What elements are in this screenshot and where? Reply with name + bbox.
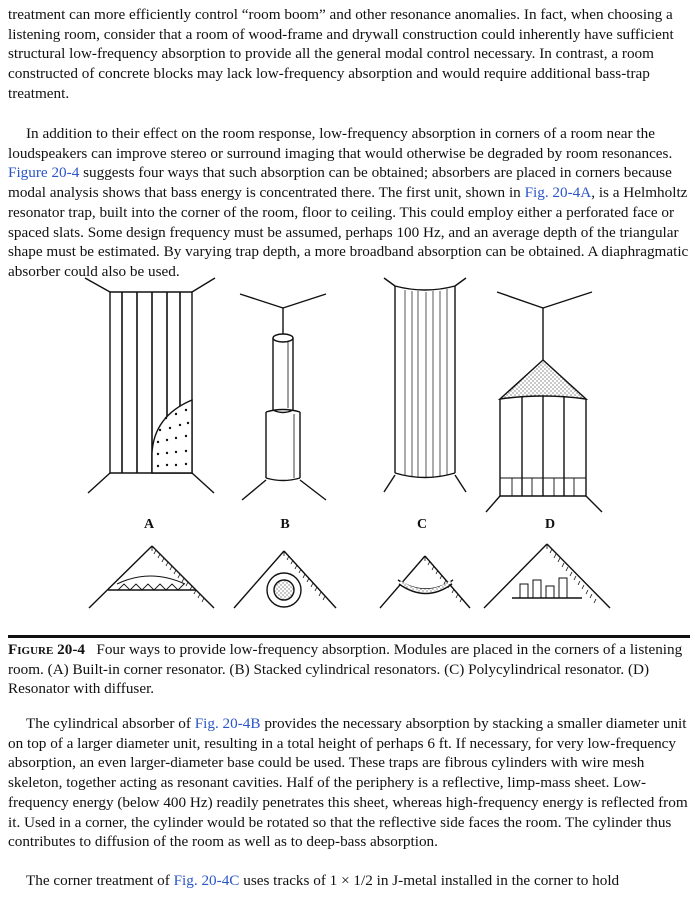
unit-d-plan	[484, 544, 610, 608]
caption-rule	[8, 635, 690, 638]
caption-text: Four ways to provide low-frequency absorption. Modules are placed in the corners of a listening room. (A) Built-in corner resonator. (B) Stacked cylindrical resonators. (C) Polycylindrical resonator. (D) Resonator with diffuser.	[8, 641, 683, 697]
unit-a-plan	[89, 546, 214, 608]
paragraph-4	[8, 871, 690, 891]
figure-label-a: A	[143, 517, 155, 532]
paragraph-4-text-b: uses tracks of 1 × 1/2 in J-metal installed in the corner to hold	[239, 872, 620, 889]
paragraph-3-text-a: The cylindrical absorber of	[26, 715, 195, 732]
figure-caption	[8, 640, 690, 699]
figure-20-4-link[interactable]: Figure 20-4	[8, 164, 80, 182]
figure-20-4	[0, 268, 695, 633]
figure-label-c: C	[416, 517, 428, 532]
paragraph-2-text-a: In addition to their effect on the room response, low-frequency absorption in corners of a room near the loudspeakers can improve stereo or surround imaging that would otherwise be degraded by room resonances.	[8, 125, 673, 162]
paragraph-3-text-b: provides the necessary absorption by stacking a smaller diameter unit on top of a larger diameter unit, resulting in a total height of perhaps 6 ft. If necessary, for very low-frequency absorption, an even larger-diameter base could be used. These traps are fibrous cylinders with wire mesh skeleton, together acting as resonant cavities. Half of the periphery is a reflective, limp-mass sheet. Low-frequency energy (below 400 Hz) readily penetrates this sheet, whereas high-frequency energy is reflected from it. Used in a corner, the cylinder would be rotated so that the reflective side faces the room. The cylinder thus contributes to diffusion of the room as well as to deep-bass absorption.	[8, 715, 688, 851]
figure-label-d: D	[544, 517, 556, 532]
fig-20-4b-link[interactable]: Fig. 20-4B	[194, 715, 261, 732]
caption-label: Figure 20-4	[8, 641, 85, 658]
paragraph-2	[8, 124, 690, 282]
unit-a-elevation	[85, 278, 215, 493]
unit-b-elevation	[240, 294, 326, 500]
paragraph-1: treatment can more efficiently control “room boom” and other resonance anomalies. In fact, when choosing a listening room, consider that a room of wood-frame and drywall construction could inherently have sufficient structural low-frequency absorption to provide all the general modal control necessary. In contrast, a room constructed of concrete blocks may lack low-frequency absorption and would require additional bass-trap treatment.	[8, 6, 674, 102]
paragraph-4-text-a: The corner treatment of	[26, 872, 174, 889]
unit-c-elevation	[384, 278, 466, 492]
paragraph-3	[8, 714, 690, 852]
fig-20-4c-link[interactable]: Fig. 20-4C	[173, 872, 240, 889]
figure-label-b: B	[280, 517, 290, 532]
unit-b-plan	[234, 551, 336, 608]
fig-20-4a-link[interactable]: Fig. 20-4A	[524, 184, 592, 202]
unit-c-plan	[380, 556, 470, 608]
unit-d-elevation	[486, 292, 602, 512]
paragraph-2-text-c: , is a Helmholtz resonator trap, built into the corner of the room, floor to ceiling. This could employ either a perforated face or spaced slats. Some design frequency must be assumed, perhaps 100 Hz, and an average depth of the triangular shape must be estimated. By varying trap depth, a more broadband absorption can be obtained. A diaphragmatic absorber could also be used.	[8, 184, 689, 280]
paragraph-2-text-b: suggests four ways that such absorption can be obtained; absorbers are placed in corners because modal analysis shows that bass energy is concentrated there. The first unit, shown in	[8, 164, 672, 202]
figure-illustration	[0, 268, 695, 633]
